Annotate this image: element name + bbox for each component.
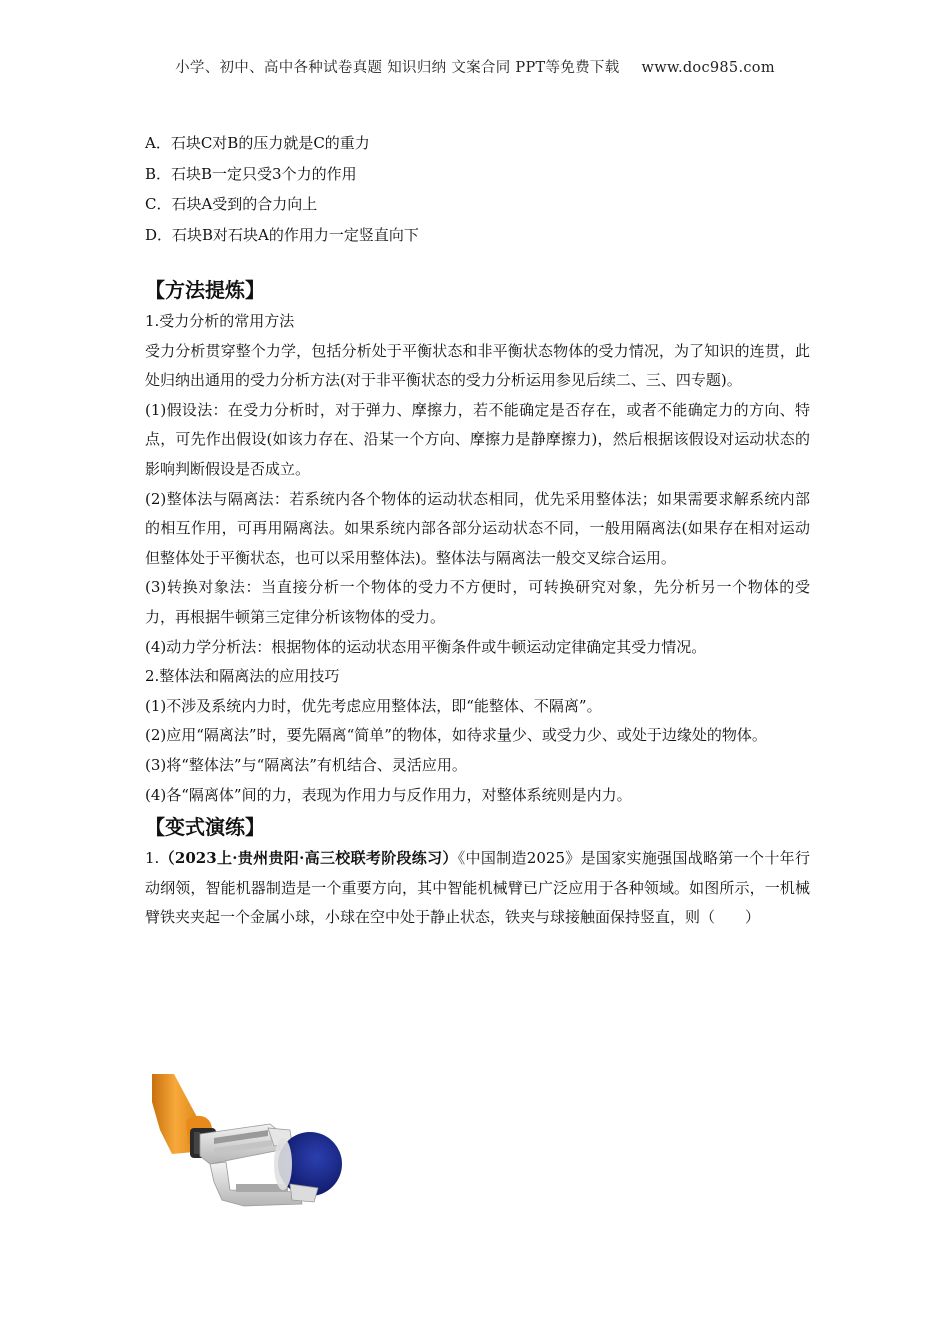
method-paragraph: (1)假设法：在受力分析时，对于弹力、摩擦力，若不能确定是否存在，或者不能确定力的方向、特点，可先作出假设(如该力存在、沿某一个方向、摩擦力是静摩擦力)，然后根据该假设对运动状态的影响判断假设是否成立。	[145, 400, 810, 478]
method-paragraph: (2)应用“隔离法”时，要先隔离“简单”的物体，如待求量少、或受力少、或处于边缘处的物体。	[145, 726, 767, 745]
header-text: 小学、初中、高中各种试卷真题 知识归纳 文案合同 PPT等免费下载	[175, 60, 620, 76]
option-a: A．石块C对B的压力就是C的重力	[145, 134, 370, 152]
exercise-source: （2023上·贵州贵阳·高三校联考阶段练习）	[159, 849, 458, 868]
page-header	[0, 56, 950, 77]
option-d: D．石块B对石块A的作用力一定竖直向下	[145, 225, 419, 244]
method-paragraph: (3)将“整体法”与“隔离法”有机结合、灵活应用。	[145, 755, 467, 774]
method-paragraph: 2.整体法和隔离法的应用技巧	[145, 667, 340, 686]
method-paragraph: (1)不涉及系统内力时，优先考虑应用整体法，即“能整体、不隔离”。	[145, 696, 602, 715]
robot-arm-gripper-illustration	[150, 1072, 350, 1222]
option-c: C．石块A受到的合力向上	[145, 195, 318, 213]
exercise-text: 《中国制造2025》是国家实施强国战略第一个十年行动纲领，智能机器制造是一个重要方向，其中智能机械臂已广泛应用于各种领域。如图所示，一机械臂铁夹夹起一个金属小球，小球在空中处于静止状态，铁夹与球接触面保持竖直，则（ ）	[145, 849, 810, 927]
page-content	[145, 128, 810, 933]
method-paragraph: (3)转换对象法：当直接分析一个物体的受力不方便时，可转换研究对象，先分析另一个物体的受力，再根据牛顿第三定律分析该物体的受力。	[145, 578, 810, 626]
method-title: 【方法提炼】	[145, 278, 265, 302]
method-paragraph: (4)动力学分析法：根据物体的运动状态用平衡条件或牛顿运动定律确定其受力情况。	[145, 637, 707, 656]
exercise-number: 1.	[145, 849, 160, 868]
method-body	[145, 307, 810, 810]
method-paragraph: (2)整体法与隔离法：若系统内各个物体的运动状态相同，优先采用整体法；如果需要求解系统内部的相互作用，可再用隔离法。如果系统内部各部分运动状态不同，一般用隔离法(如果存在相对运动但整体处于平衡状态，也可以采用整体法)。整体法与隔离法一般交叉综合运用。	[145, 489, 810, 567]
robot-arm-figure	[150, 1072, 350, 1222]
header-site: www.doc985.com	[641, 60, 775, 76]
option-b: B．石块B一定只受3个力的作用	[145, 164, 357, 183]
method-paragraph: 1.受力分析的常用方法	[145, 312, 295, 330]
method-paragraph: (4)各“隔离体”间的力，表现为作用力与反作用力，对整体系统则是内力。	[145, 785, 632, 804]
exercise-title: 【变式演练】	[145, 815, 265, 840]
exercise-question	[145, 844, 810, 933]
answer-options	[145, 128, 810, 250]
method-paragraph: 受力分析贯穿整个力学，包括分析处于平衡状态和非平衡状态物体的受力情况，为了知识的连贯，此处归纳出通用的受力分析方法(对于非平衡状态的受力分析运用参见后续二、三、四专题)。	[145, 341, 810, 390]
